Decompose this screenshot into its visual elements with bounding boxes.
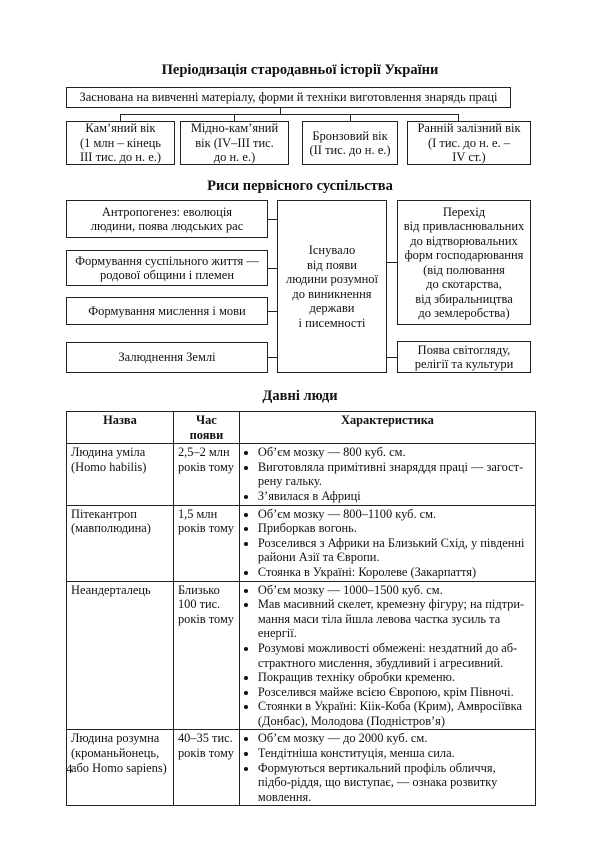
appearance-time: Близько 100 тис. років тому [173, 581, 239, 730]
periodization-basis-text: Заснована на вивченні матеріалу, форми й техніки виготовлення знарядь праці [79, 90, 498, 105]
characteristic-item: • Мав масивний скелет, кремезну фігуру; на підтри-мання маси тіла йшла левова частка зусиль та енергії. [258, 597, 531, 641]
characteristic-item: • Розумові можливості обмежені: нездатний до аб-страктного мислення, збудливий і агресивний. [258, 641, 531, 670]
table-row [67, 444, 536, 505]
table-row [67, 730, 536, 806]
connector [234, 114, 235, 121]
period-stone-age [66, 121, 175, 165]
characteristic-item: • Об’єм мозку — 800 куб. см. [258, 445, 531, 460]
characteristics [239, 444, 535, 505]
table-row [67, 581, 536, 730]
period-copper-stone-age-text: Мідно-кам’яний вік (IV–III тис. до н. е.) [190, 121, 279, 165]
feature-economy-transition-text: Перехід від привласнювальних до відтворювальних форм господарювання (від полювання до скотарства, від збиральництва до землеробства) [403, 204, 525, 320]
period-early-iron-age-text: Ранній залізний вік (I тис. до н. е. – IV ст.) [417, 121, 521, 165]
characteristic-item: • Формуються вертикальний профіль обличчя, підбо-рiддя, що виступає, — ознака розвитку мовлення. [258, 761, 531, 805]
connector [268, 268, 277, 269]
feature-anthropogenesis-text: Антропогенез: еволюція людини, поява людських рас [90, 204, 244, 233]
feature-settlement-earth [66, 342, 268, 373]
characteristic-item: • Розселився з Африки на Близький Схід, у південні райони Азії та Європи. [258, 536, 531, 565]
feature-social-life-text: Формування суспільного життя — родової общини і племен [75, 253, 259, 282]
appearance-time: 2,5–2 млн років тому [173, 444, 239, 505]
connector [268, 311, 277, 312]
header-name: Назва [67, 412, 174, 444]
connector [120, 114, 458, 115]
characteristic-item: • Розселився майже всією Європою, крім Півночі. [258, 685, 531, 700]
table-header-row [67, 412, 536, 444]
header-time: Час появи [173, 412, 239, 444]
feature-thinking-language-text: Формування мислення і мови [88, 303, 246, 318]
characteristics [239, 730, 535, 806]
periodization-title: Періодизація стародавньої історії України [161, 62, 439, 78]
characteristic-item: • Об’єм мозку — до 2000 куб. см. [258, 731, 531, 746]
characteristic-item: • З’явилася в Африці [258, 489, 531, 504]
table-row [67, 505, 536, 581]
species-name: Людина уміла (Homo habilis) [67, 444, 174, 505]
page-number: 4 [66, 761, 73, 776]
appearance-time: 40–35 тис. років тому [173, 730, 239, 806]
connector [268, 219, 277, 220]
appearance-time: 1,5 млн років тому [173, 505, 239, 581]
characteristic-item: • Стоянка в Україні: Королеве (Закарпаття) [258, 565, 531, 580]
feature-worldview-culture [397, 341, 531, 373]
period-bronze-age-text: Бронзовий вік (II тис. до н. е.) [309, 128, 391, 157]
feature-thinking-language [66, 297, 268, 325]
connector [387, 262, 397, 263]
connector [458, 114, 459, 121]
feature-social-life [66, 250, 268, 286]
ancient-people-table [66, 411, 536, 806]
characteristic-item: • Покращив техніку обробки кременю. [258, 670, 531, 685]
characteristic-item: • Об’єм мозку — 800–1100 куб. см. [258, 507, 531, 522]
species-name: Пітекантроп (мавполюдина) [67, 505, 174, 581]
connector [350, 114, 351, 121]
connector [387, 357, 397, 358]
primitive-society-title: Риси первісного суспільства [207, 178, 393, 194]
feature-worldview-culture-text: Поява світогляду, релігії та культури [414, 342, 514, 371]
characteristic-item: • Об’єм мозку — 1000–1500 куб. см. [258, 583, 531, 598]
periodization-basis-box [66, 87, 511, 108]
species-name: Людина розумна (кроманьйонець, або Homo sapiens) [67, 730, 174, 806]
characteristic-item: • Тендітніша конституція, менша сила. [258, 746, 531, 761]
period-early-iron-age [407, 121, 531, 165]
connector [268, 357, 277, 358]
society-period-center [277, 200, 387, 373]
feature-anthropogenesis [66, 200, 268, 238]
header-characteristics: Характеристика [239, 412, 535, 444]
characteristics [239, 505, 535, 581]
ancient-people-title: Давні люди [262, 388, 338, 404]
characteristic-item: • Приборкав вогонь. [258, 521, 531, 536]
characteristics [239, 581, 535, 730]
characteristic-item: • Виготовляла примітивні знаряддя праці — загост-ренy гальку. [258, 460, 531, 489]
species-name: Неандерталець [67, 581, 174, 730]
period-copper-stone-age [180, 121, 289, 165]
characteristic-item: • Стоянки в Україні: Кіік-Коба (Крим), Амвросіївка (Донбас), Молодова (Подністров’я) [258, 699, 531, 728]
feature-settlement-earth-text: Залюднення Землі [118, 350, 216, 365]
period-bronze-age [302, 121, 398, 165]
connector [120, 114, 121, 121]
feature-economy-transition [397, 200, 531, 325]
period-stone-age-text: Кам’яний вік (1 млн – кінець III тис. до н. е.) [79, 121, 162, 165]
society-period-center-text: Існувало від появи людини розумної до виникнення держави і писемності [285, 243, 379, 330]
